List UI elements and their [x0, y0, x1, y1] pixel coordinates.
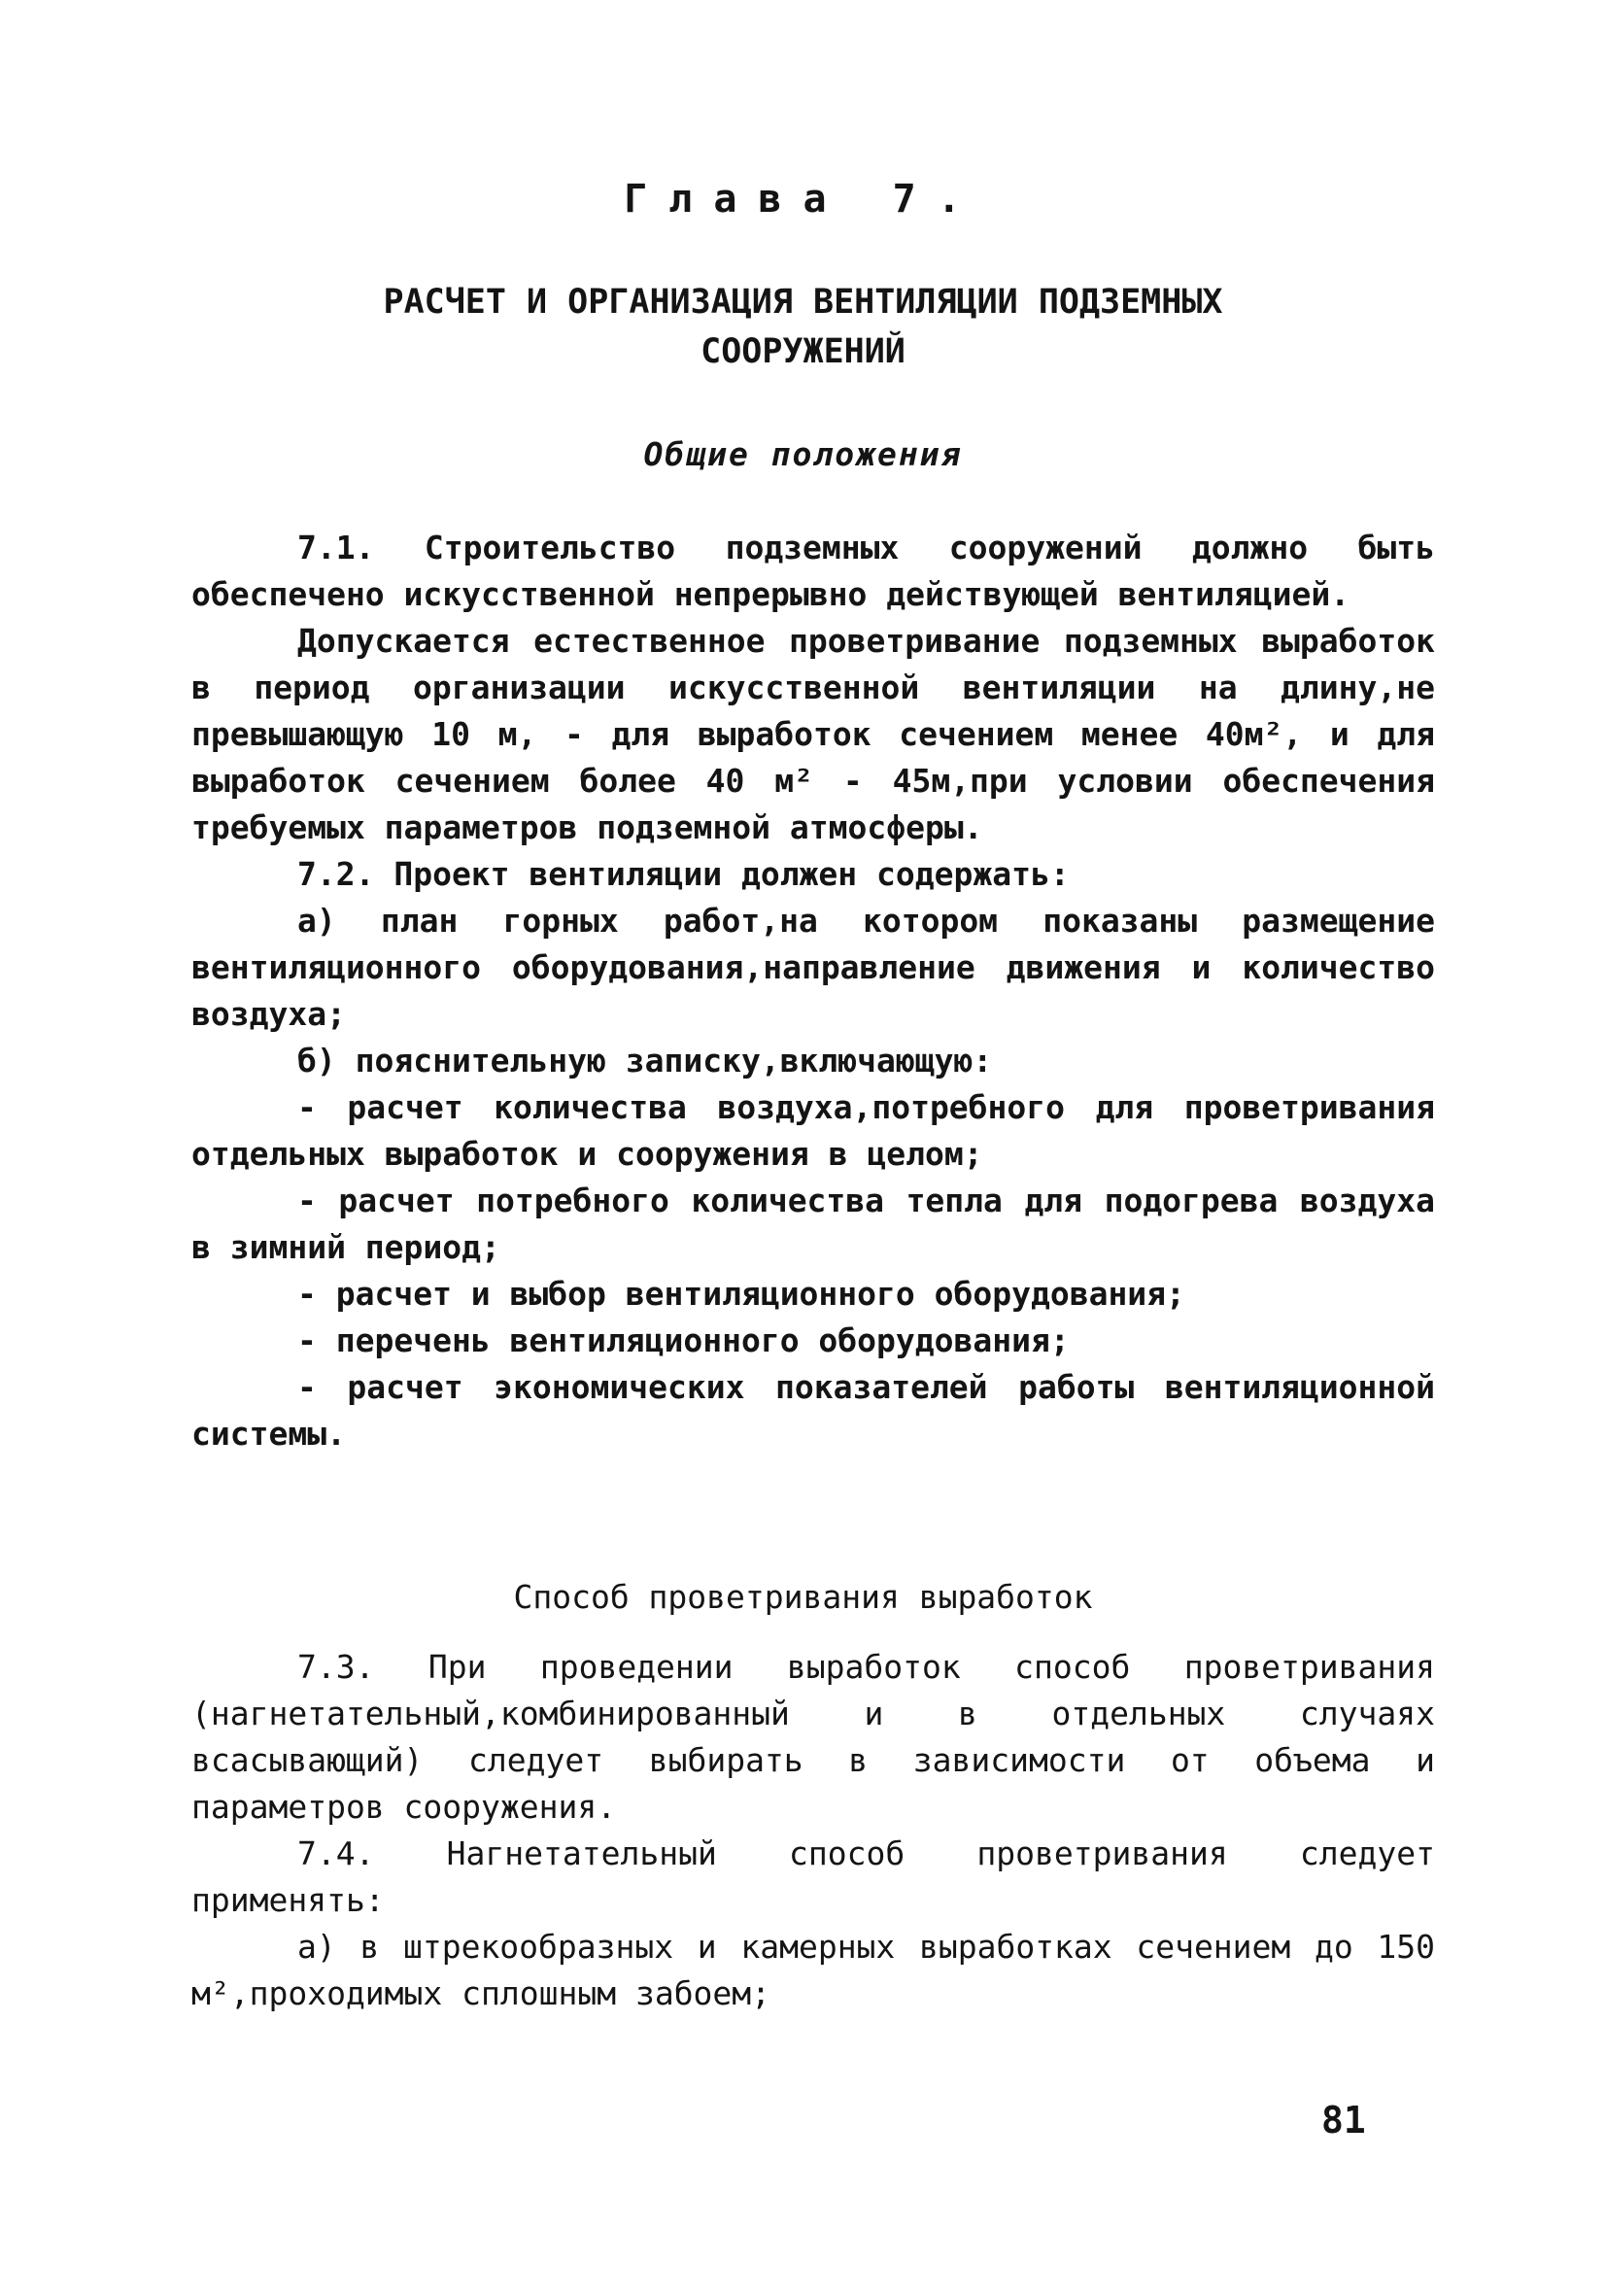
paragraph-7-1: 7.1. Строительство подземных сооружений должно быть обеспечено искусственной непрерывно действующей вентиляцией. [191, 529, 1435, 613]
chapter-label: Глава 7. [624, 177, 982, 222]
paragraph-7-2-b: б) пояснительную записку,включающую: [297, 1042, 993, 1079]
paragraph-allowance: Допускается естественное проветривание подземных выработок в период организации искусственной вентиляции на длину,не превышающую 10 м, - для выработок сечением менее 40м², и для выработок сечением более 40 м² - 45м,при условии обеспечения требуемых параметров подземной атмосферы. [191, 622, 1435, 846]
section-heading-ventilation-method: Способ проветривания выработок [513, 1578, 1093, 1616]
list-item: - перечень вентиляционного оборудования; [297, 1321, 1070, 1359]
list-item: - расчет количества воздуха,потребного для проветривания отдельных выработок и сооружения в целом; [191, 1088, 1435, 1173]
list-item: - расчет и выбор вентиляционного оборудования; [297, 1275, 1185, 1313]
page-number: 81 [1321, 2099, 1366, 2142]
paragraph-7-2: 7.2. Проект вентиляции должен содержать: [297, 855, 1070, 893]
chapter-title [0, 278, 1606, 377]
section-heading-general: Общие положения [643, 435, 963, 473]
paragraph-7-4: 7.4. Нагнетательный способ проветривания следует применять: [191, 1834, 1435, 1919]
list-item: - расчет экономических показателей работы вентиляционной системы. [191, 1368, 1435, 1453]
chapter-title-line-1: РАСЧЕТ И ОРГАНИЗАЦИЯ ВЕНТИЛЯЦИИ ПОДЗЕМНЫХ [383, 283, 1223, 322]
list-item: - расчет потребного количества тепла для подогрева воздуха в зимний период; [191, 1182, 1435, 1266]
paragraph-7-3: 7.3. При проведении выработок способ проветривания (нагнетательный,комбинированный и в отдельных случаях всасывающий) следует выбирать в зависимости от объема и параметров сооружения. [191, 1648, 1435, 1826]
paragraph-7-4-a: а) в штрекообразных и камерных выработках сечением до 150 м²,проходимых сплошным забоем; [191, 1928, 1435, 2012]
chapter-title-line-2: СООРУЖЕНИЙ [700, 332, 906, 371]
paragraph-7-2-a: а) план горных работ,на котором показаны размещение вентиляционного оборудования,направление движения и количество воздуха; [191, 902, 1435, 1033]
